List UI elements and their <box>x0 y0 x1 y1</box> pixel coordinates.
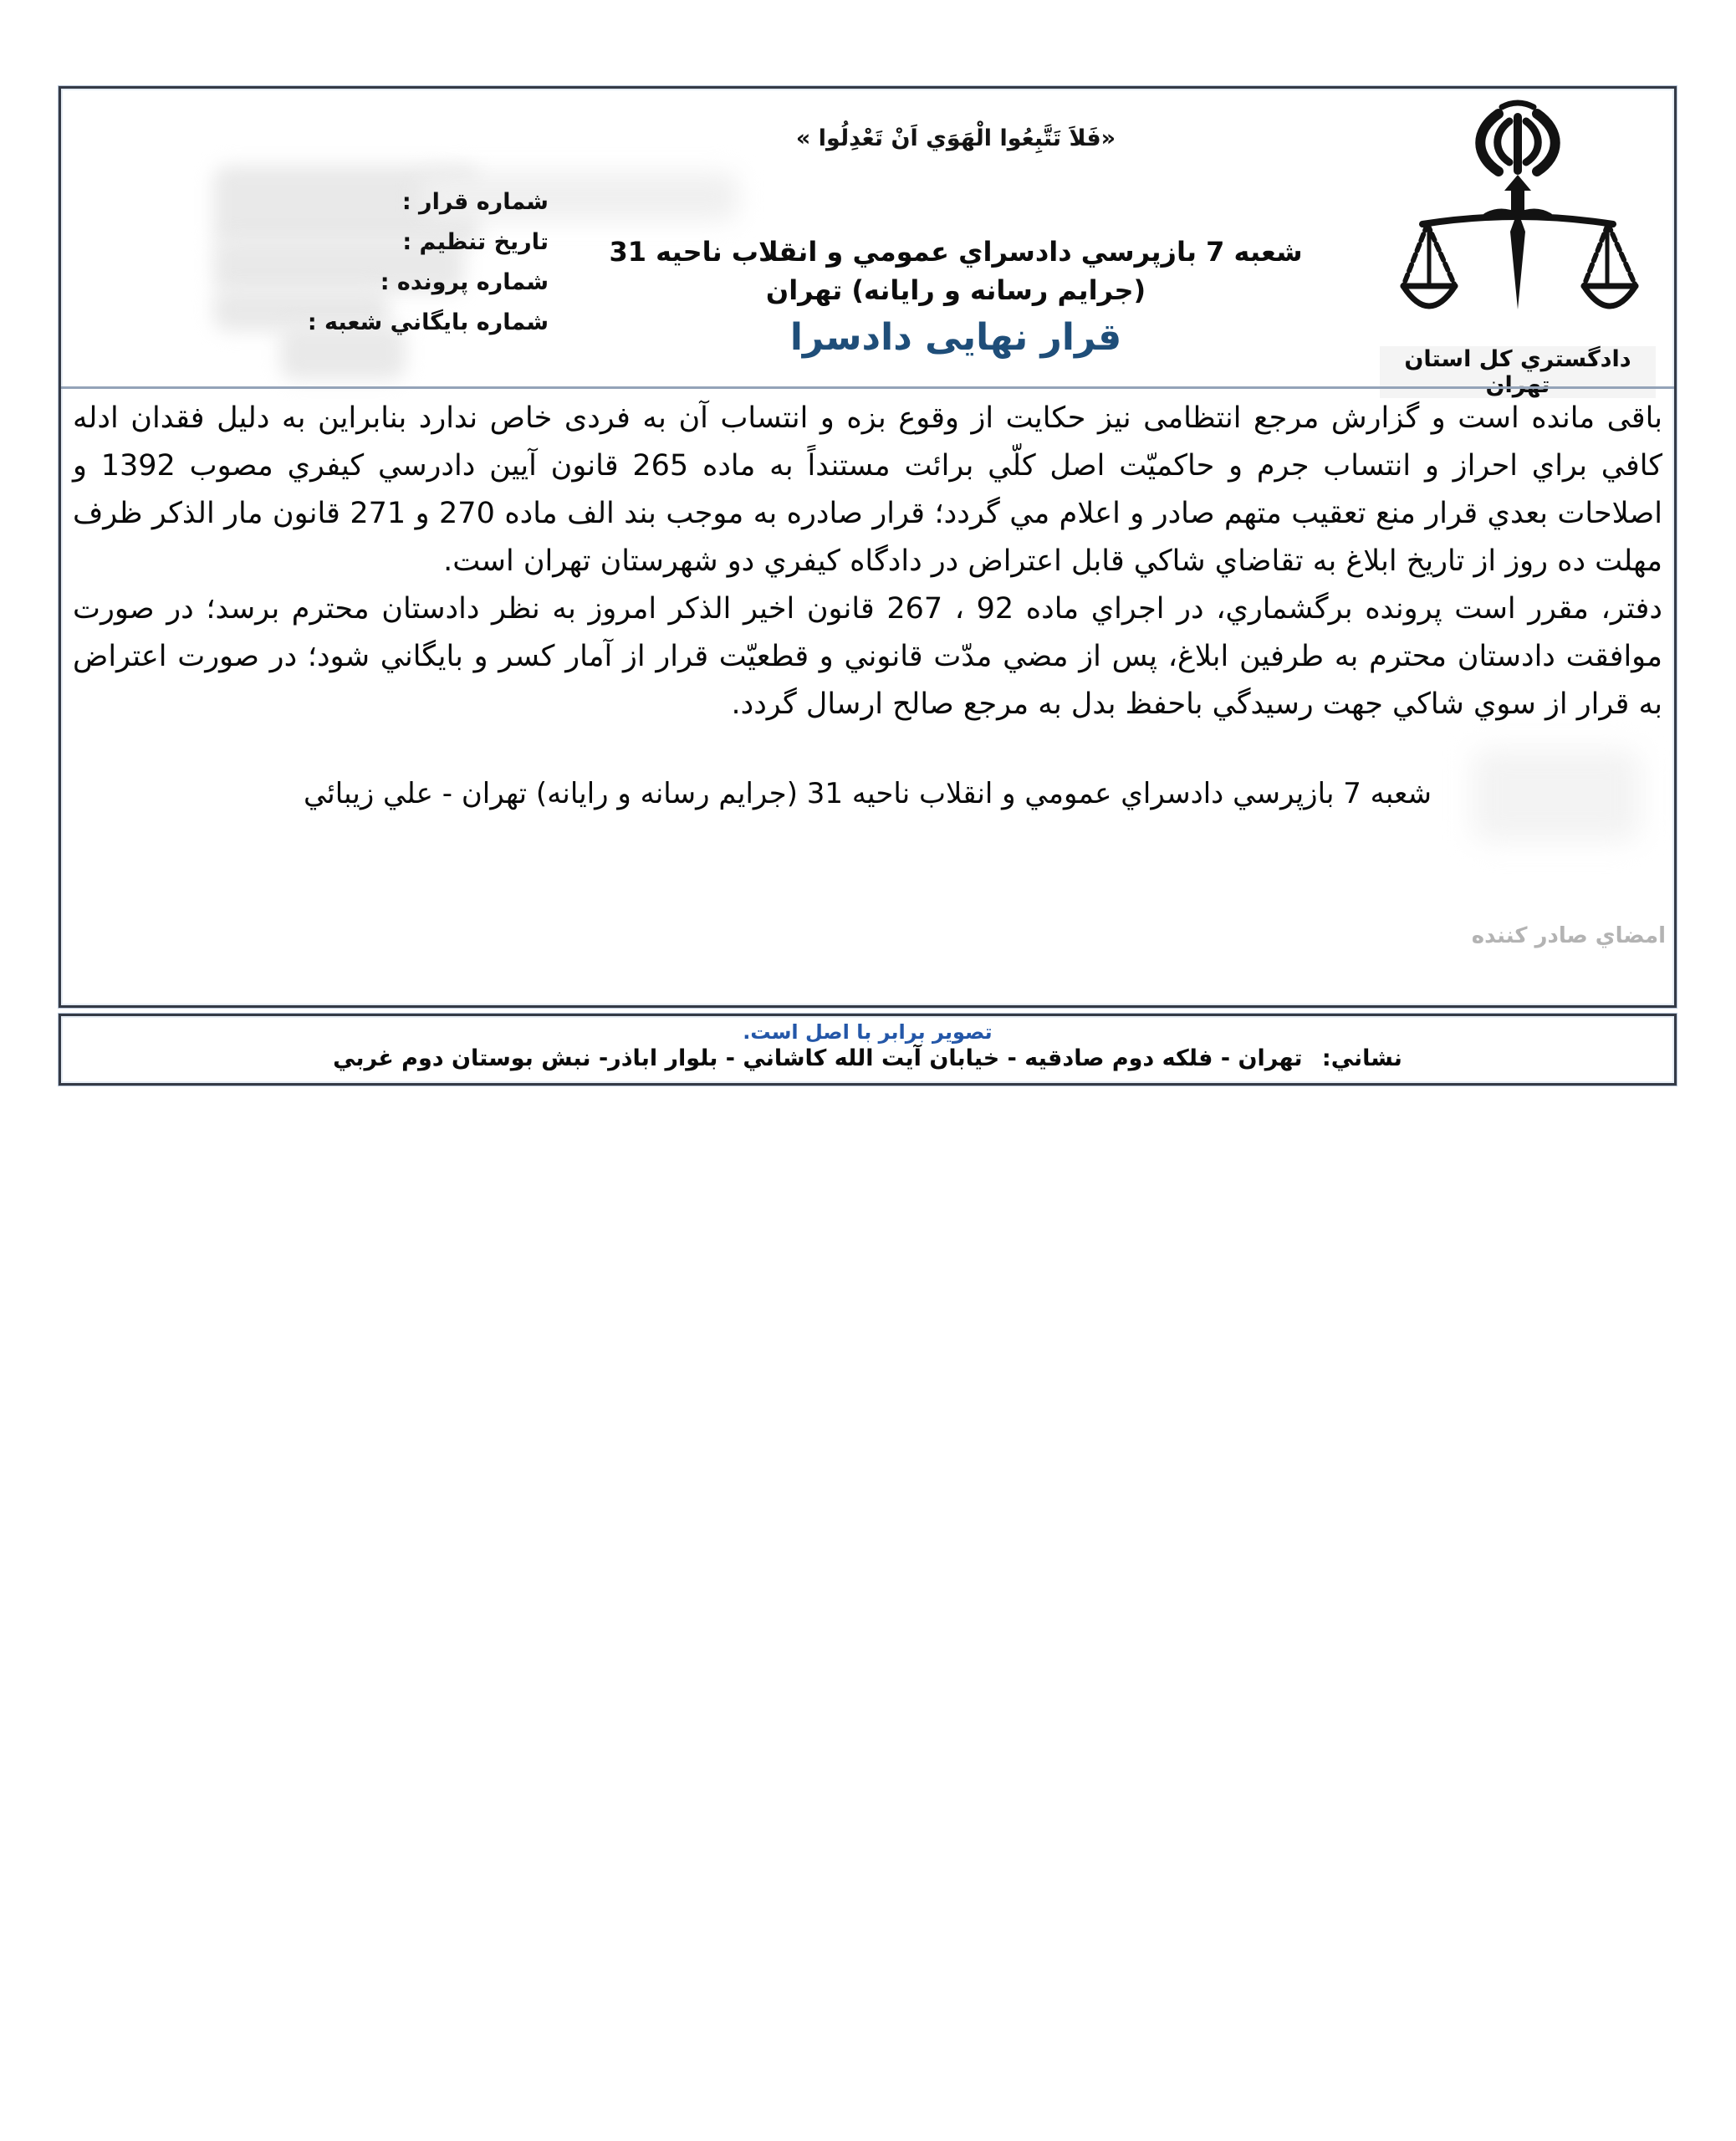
quran-quote: «فَلاَ تَتَّبِعُوا الْهَوَي اَنْ تَعْدِلُوا » <box>795 125 1116 151</box>
issuer-signature-label: امضاي صادر کننده <box>1471 923 1666 948</box>
org-label: دادگستري کل استان تهران <box>1380 346 1656 398</box>
court-branch-header <box>437 232 1474 359</box>
issuing-branch-signature-line: شعبه 7 بازپرسي دادسراي عمومي و انقلاب ناحیه 31 (جرایم رسانه و رایانه) تهران - علي زیبائي <box>303 777 1432 810</box>
body-paragraph-1: باقی مانده است و گزارش مرجع انتظامی نیز حکایت از وقوع بزه و انتساب آن به فردی خاص ندارد بنابراین به دلیل فقدان ادله کافي براي احراز و انتساب جرم و حاکمیّت اصل کلّي برائت مستنداً به ماده 265 قانون آیین دادرسي کیفري مصوب 1392 و اصلاحات بعدي قرار منع تعقیب متهم صادر و اعلام مي گردد؛ قرار صادره به موجب بند الف ماده 270 و 271 قانون مار الذکر ظرف مهلت ده روز از تاریخ ابلاغ به تقاضاي شاکي قابل اعتراض در دادگاه کیفري دو شهرستان تهران است. <box>73 401 1663 578</box>
header-body-divider <box>61 386 1674 389</box>
court-address <box>61 1045 1674 1071</box>
document-header <box>61 89 1674 398</box>
address-label: نشاني: <box>1321 1045 1402 1071</box>
certification-statement: تصویر برابر با اصل است. <box>743 1020 993 1044</box>
court-branch-name: شعبه 7 بازپرسي دادسراي عمومي و انقلاب ناحيه 31 (جرايم رسانه و رايانه) تهران <box>609 236 1303 306</box>
field-order-number-label: شماره قرار : <box>401 189 549 215</box>
decision-body-text <box>73 395 1662 818</box>
field-archive-number-label: شماره بایگاني شعبه : <box>307 309 549 335</box>
document-footer-frame <box>59 1014 1677 1086</box>
field-case-number-label: شماره پرونده : <box>380 269 549 295</box>
address-text: تهران - فلکه دوم صادقیه - خیابان آیت الله کاشاني - بلوار اباذر- نبش بوستان دوم غربي <box>333 1045 1303 1071</box>
scales-of-justice-icon <box>1380 94 1656 345</box>
document-main-frame <box>59 86 1677 1008</box>
body-paragraph-2: دفتر، مقرر است پرونده برگشماري، در اجراي ماده 92 ، 267 قانون اخیر الذکر امروز به نظر دادستان محترم برسد؛ در صورت موافقت دادستان محترم به طرفین ابلاغ، پس از مضي مدّت قانوني و قطعیّت قرار از آمار کسر و بایگاني شود؛ در صورت اعتراض به قرار از سوي شاکي جهت رسیدگي باحفظ بدل به مرجع صالح ارسال گردد. <box>73 592 1662 721</box>
redaction-blur <box>1473 749 1640 841</box>
page-title: قرار نهایی دادسرا <box>789 316 1122 359</box>
judiciary-logo-area <box>1380 94 1656 398</box>
field-date-label: تاریخ تنظیم : <box>402 229 549 255</box>
